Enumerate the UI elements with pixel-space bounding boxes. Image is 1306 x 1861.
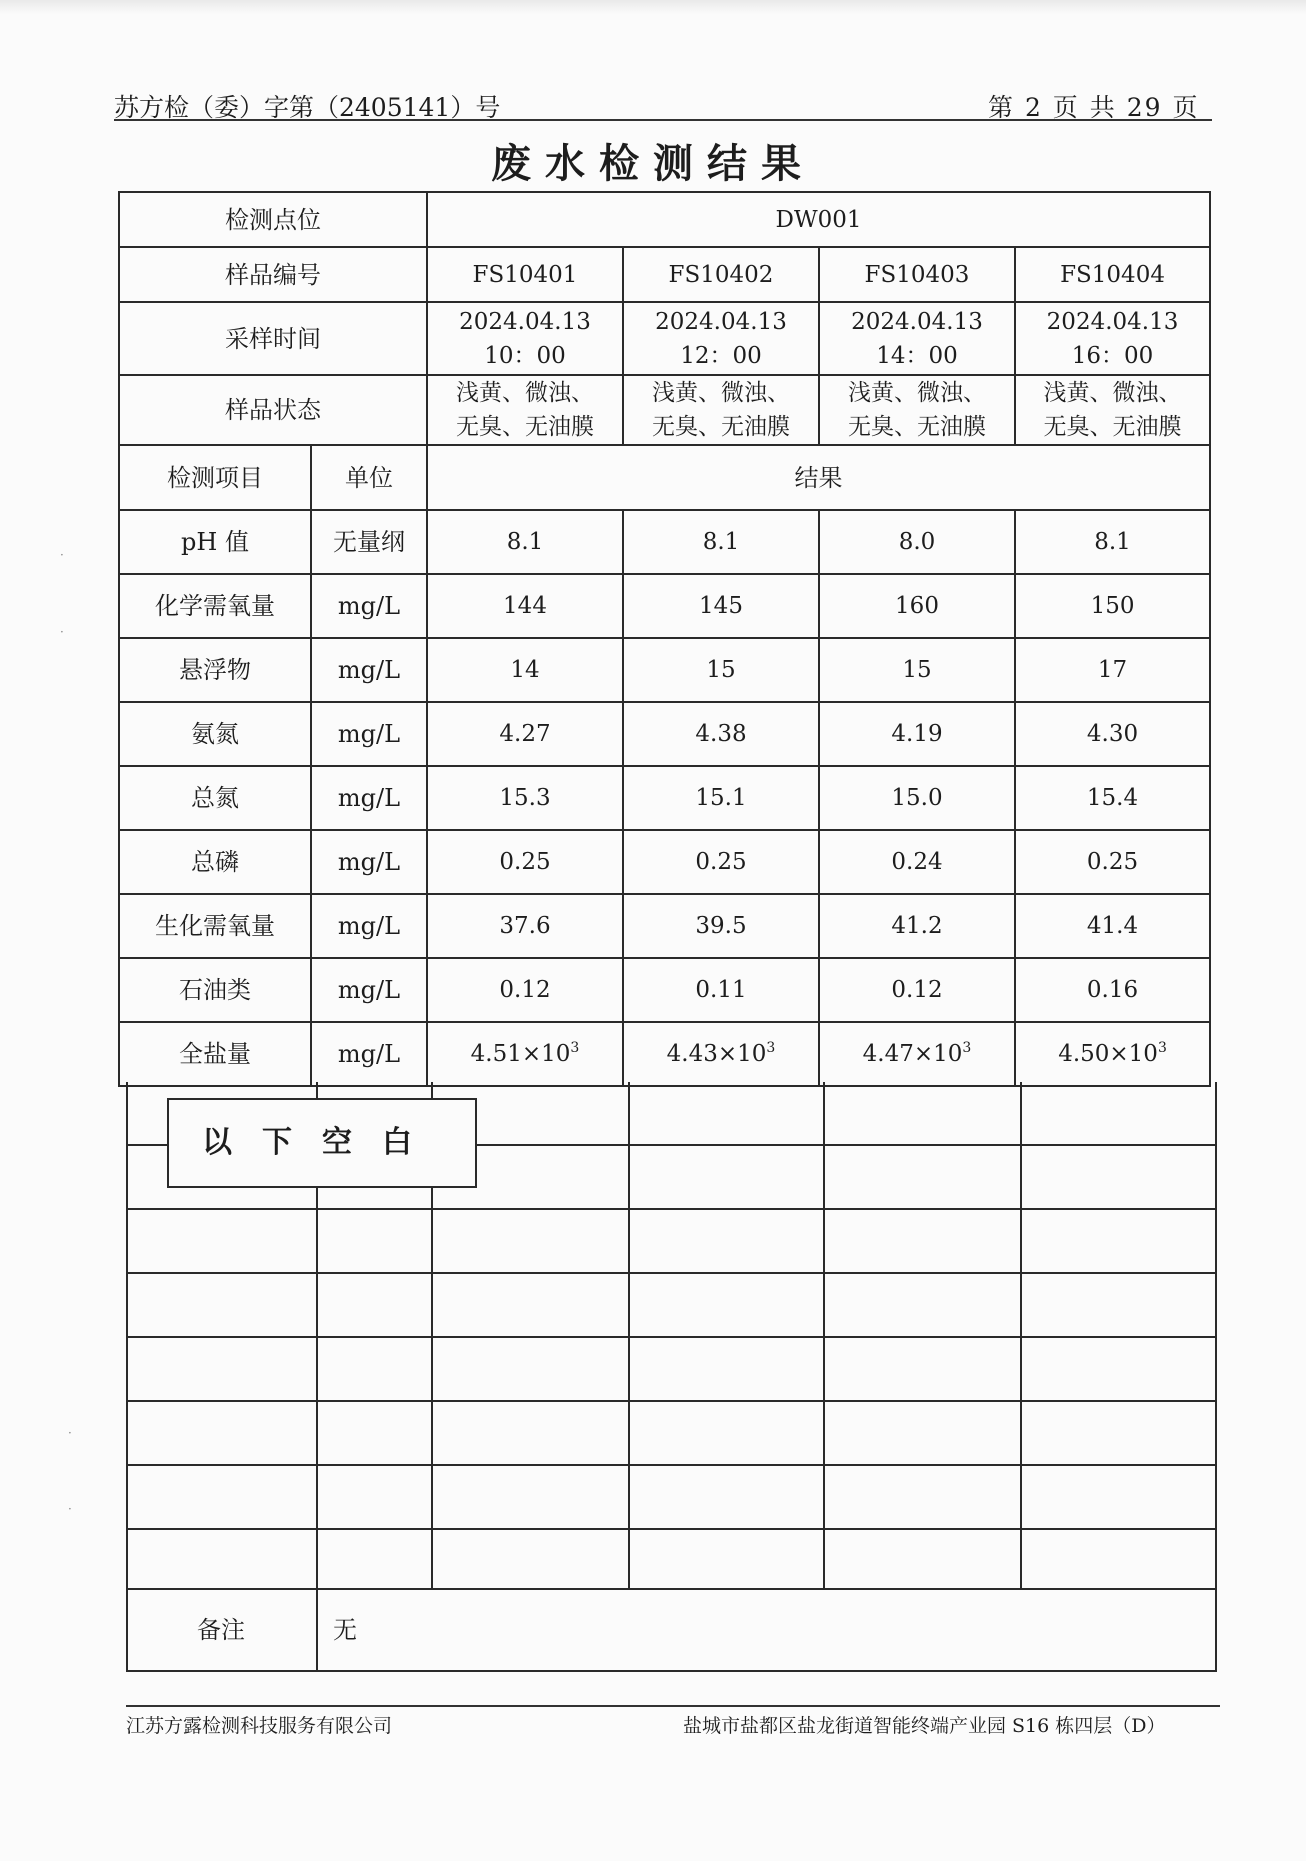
scan-speck: · — [68, 1426, 72, 1440]
sample-time-cell — [819, 302, 1015, 375]
scan-top-edge — [0, 0, 1306, 14]
blank-below-stamp: 以下空白 — [167, 1098, 477, 1188]
result-cell: 160 — [819, 574, 1015, 638]
result-cell — [427, 1022, 623, 1086]
scan-speck: · — [60, 625, 64, 639]
salt-exponent: 3 — [766, 1040, 776, 1056]
state-line-2: 无臭、无油膜 — [456, 414, 594, 440]
table-row — [119, 830, 1210, 894]
result-cell: 4.27 — [427, 702, 623, 766]
sample-date: 2024.04.13 — [851, 308, 983, 335]
sample-date: 2024.04.13 — [459, 308, 591, 335]
state-line-2: 无臭、无油膜 — [848, 414, 986, 440]
result-cell: 4.30 — [1015, 702, 1210, 766]
point-value: DW001 — [427, 192, 1210, 247]
remark-label: 备注 — [197, 1616, 245, 1644]
sample-state-cell — [427, 375, 623, 445]
company-address: 盐城市盐都区盐龙街道智能终端产业园 S16 栋四层（D） — [683, 1715, 1166, 1737]
item-unit: mg/L — [311, 702, 427, 766]
item-name: pH 值 — [119, 510, 311, 574]
table-row — [119, 766, 1210, 830]
table-row — [119, 894, 1210, 958]
salt-exponent: 3 — [1157, 1040, 1167, 1056]
result-cell: 8.0 — [819, 510, 1015, 574]
sample-time-cell — [1015, 302, 1210, 375]
item-name: 化学需氧量 — [119, 574, 311, 638]
result-cell: 0.11 — [623, 958, 819, 1022]
unit-header: 单位 — [311, 445, 427, 510]
point-label: 检测点位 — [119, 192, 427, 247]
result-cell: 8.1 — [623, 510, 819, 574]
table-row — [119, 574, 1210, 638]
grid-hline — [126, 1336, 1217, 1338]
grid-hline — [126, 1208, 1217, 1210]
sample-time-label: 采样时间 — [119, 302, 427, 375]
results-table — [118, 191, 1211, 1087]
item-unit: mg/L — [311, 1022, 427, 1086]
sample-no-cell: FS10404 — [1015, 247, 1210, 302]
table-row — [119, 1022, 1210, 1086]
sample-clock: 12：00 — [680, 342, 762, 369]
grid-hline — [126, 1272, 1217, 1274]
company-name: 江苏方露检测科技服务有限公司 — [126, 1715, 393, 1737]
result-cell: 0.24 — [819, 830, 1015, 894]
state-line-1: 浅黄、微浊、 — [1043, 380, 1182, 406]
item-unit: mg/L — [311, 766, 427, 830]
salt-base: 4.51×10 — [470, 1041, 571, 1067]
point-row — [119, 192, 1210, 247]
state-line-2: 无臭、无油膜 — [1043, 414, 1182, 440]
result-cell: 15.1 — [623, 766, 819, 830]
result-cell — [1015, 1022, 1210, 1086]
result-cell: 41.4 — [1015, 894, 1210, 958]
sample-state-cell — [819, 375, 1015, 445]
grid-vline — [628, 1082, 630, 1588]
table-row — [119, 958, 1210, 1022]
grid-hline — [126, 1528, 1217, 1530]
item-unit: 无量纲 — [311, 510, 427, 574]
item-unit: mg/L — [311, 574, 427, 638]
remark-value: 无 — [333, 1616, 357, 1644]
item-name: 石油类 — [119, 958, 311, 1022]
table-row — [119, 510, 1210, 574]
item-name: 生化需氧量 — [119, 894, 311, 958]
sample-date: 2024.04.13 — [655, 308, 787, 335]
salt-base: 4.43×10 — [666, 1041, 767, 1067]
result-cell: 41.2 — [819, 894, 1015, 958]
sample-time-cell — [623, 302, 819, 375]
item-name: 总氮 — [119, 766, 311, 830]
sample-no-label: 样品编号 — [119, 247, 427, 302]
item-name: 总磷 — [119, 830, 311, 894]
salt-base: 4.47×10 — [862, 1041, 963, 1067]
result-cell: 145 — [623, 574, 819, 638]
salt-base: 4.50×10 — [1058, 1041, 1158, 1067]
sample-date: 2024.04.13 — [1046, 308, 1179, 335]
result-cell: 0.25 — [427, 830, 623, 894]
salt-exponent: 3 — [962, 1040, 972, 1056]
sample-no-cell: FS10403 — [819, 247, 1015, 302]
item-unit: mg/L — [311, 958, 427, 1022]
result-cell: 39.5 — [623, 894, 819, 958]
result-cell: 0.12 — [819, 958, 1015, 1022]
sample-state-label: 样品状态 — [119, 375, 427, 445]
sample-state-row — [119, 375, 1210, 445]
column-header-row — [119, 445, 1210, 510]
result-cell: 0.16 — [1015, 958, 1210, 1022]
result-cell: 4.38 — [623, 702, 819, 766]
result-cell: 15.3 — [427, 766, 623, 830]
result-cell: 0.25 — [1015, 830, 1210, 894]
item-unit: mg/L — [311, 638, 427, 702]
sample-no-row — [119, 247, 1210, 302]
result-cell: 15.4 — [1015, 766, 1210, 830]
document-title: 废水检测结果 — [491, 140, 815, 187]
result-cell: 4.19 — [819, 702, 1015, 766]
sample-no-cell: FS10401 — [427, 247, 623, 302]
sample-time-row — [119, 302, 1210, 375]
scan-speck: · — [68, 1502, 72, 1516]
sample-clock: 14：00 — [876, 342, 958, 369]
state-line-1: 浅黄、微浊、 — [652, 380, 790, 406]
sample-state-cell — [623, 375, 819, 445]
report-number: 苏方检（委）字第（2405141）号 — [114, 93, 501, 122]
item-name: 氨氮 — [119, 702, 311, 766]
table-row — [119, 638, 1210, 702]
page-info: 第 2 页 共 29 页 — [988, 93, 1200, 122]
result-cell: 17 — [1015, 638, 1210, 702]
grid-hline — [126, 1400, 1217, 1402]
result-cell: 15 — [819, 638, 1015, 702]
result-header: 结果 — [427, 445, 1210, 510]
sample-clock: 16：00 — [1071, 342, 1154, 369]
remark-divider — [316, 1588, 318, 1672]
sample-clock: 10：00 — [484, 342, 566, 369]
state-line-1: 浅黄、微浊、 — [848, 380, 986, 406]
state-line-1: 浅黄、微浊、 — [456, 380, 594, 406]
header-divider — [114, 119, 1212, 121]
result-cell: 150 — [1015, 574, 1210, 638]
scan-speck: · — [60, 548, 64, 562]
result-cell: 0.12 — [427, 958, 623, 1022]
result-cell: 144 — [427, 574, 623, 638]
item-name: 悬浮物 — [119, 638, 311, 702]
sample-no-cell: FS10402 — [623, 247, 819, 302]
state-line-2: 无臭、无油膜 — [652, 414, 790, 440]
sample-time-cell — [427, 302, 623, 375]
item-unit: mg/L — [311, 830, 427, 894]
result-cell: 15 — [623, 638, 819, 702]
salt-exponent: 3 — [570, 1040, 580, 1056]
result-cell: 0.25 — [623, 830, 819, 894]
result-cell — [623, 1022, 819, 1086]
result-cell — [819, 1022, 1015, 1086]
grid-hline — [126, 1464, 1217, 1466]
grid-vline — [1020, 1082, 1022, 1588]
grid-vline — [823, 1082, 825, 1588]
item-header: 检测项目 — [119, 445, 311, 510]
footer-divider — [126, 1705, 1220, 1707]
result-cell: 8.1 — [427, 510, 623, 574]
result-cell: 15.0 — [819, 766, 1015, 830]
result-cell: 8.1 — [1015, 510, 1210, 574]
table-row — [119, 702, 1210, 766]
result-cell: 14 — [427, 638, 623, 702]
item-unit: mg/L — [311, 894, 427, 958]
result-cell: 37.6 — [427, 894, 623, 958]
sample-state-cell — [1015, 375, 1210, 445]
item-name: 全盐量 — [119, 1022, 311, 1086]
